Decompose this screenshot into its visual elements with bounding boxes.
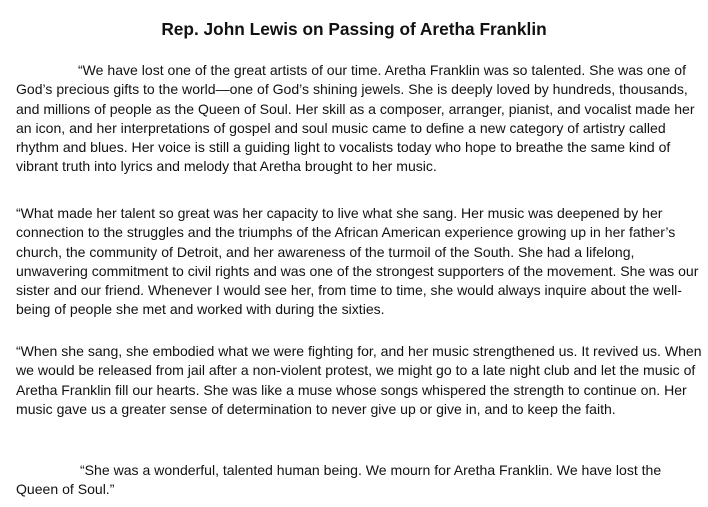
paragraph-3: “When she sang, she embodied what we were fighting for, and her music strengthened us. It revived us. When we would be released from jail after a non-violent protest, we might go to a late night club and let the music of Aretha Franklin fill our hearts. She was like a muse whose songs whispered the strength to continue on. Her music gave us a greater sense of determination to never give up or give in, and to keep the faith. [16,343,702,417]
paragraph-4: “She was a wonderful, talented human being. We mourn for Aretha Franklin. We have lost the Queen of Soul.” [16,462,662,498]
paragraph-1: “We have lost one of the great artists of our time. Aretha Franklin was so talented. She was one of God’s precious gifts to the world—one of God’s shining jewels. She is deeply loved by hundreds, thousands, and millions of people as the Queen of Soul. Her skill as a composer, arranger, pianist, and vocalist made her an icon, and her interpretations of gospel and soul music came to define a new category of artistry called rhythm and blues. Her voice is still a guiding light to vocalists today who hope to breathe the same kind of vibrant truth into lyrics and melody that Aretha brought to her music. [16,62,695,175]
paragraph-2: “What made her talent so great was her capacity to live what she sang. Her music was deepened by her connection to the struggles and the triumphs of the African American experience growing up in her father’s church, the community of Detroit, and her awareness of the turmoil of the South. She had a lifelong, unwavering commitment to civil rights and was one of the strongest supporters of the movement. She was our sister and our friend. Whenever I would see her, from time to time, she would always inquire about the well-being of people she met and worked with during the sixties. [16,205,699,318]
document-title: Rep. John Lewis on Passing of Aretha Franklin [161,19,547,39]
